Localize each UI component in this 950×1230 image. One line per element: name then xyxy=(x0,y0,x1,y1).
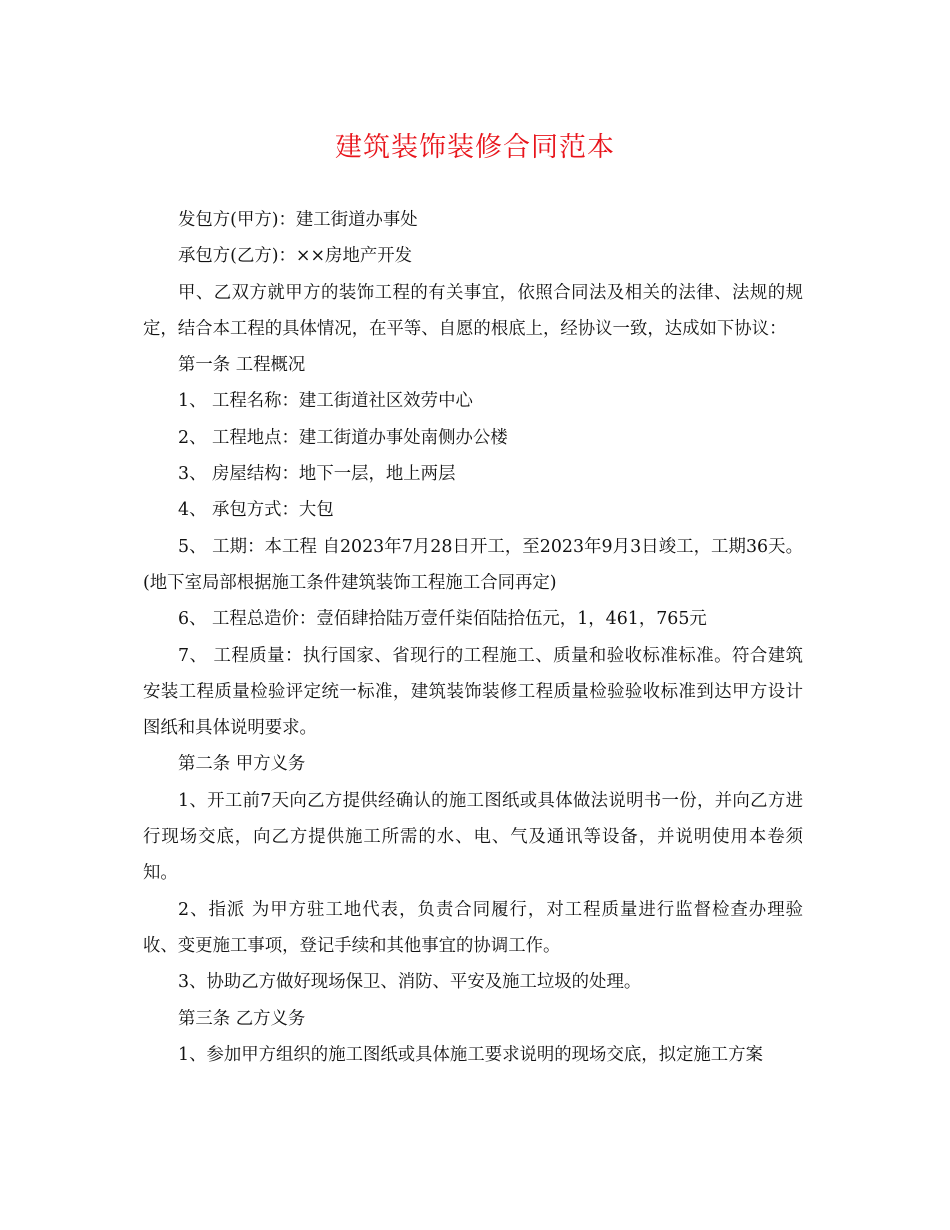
article-1-item-5: 5、 工期：本工程 自2023年7月28日开工，至2023年9月3日竣工，工期36天。(地下室局部根据施工条件建筑装饰工程施工合同再定) xyxy=(143,536,803,593)
article-2-item-1: 1、开工前7天向乙方提供经确认的施工图纸或具体做法说明书一份，并向乙方进行现场交底，向乙方提供施工所需的水、电、气及通讯等设备，并说明使用本卷须知。 xyxy=(143,790,803,884)
article-2-item-3: 3、协助乙方做好现场保卫、消防、平安及施工垃圾的处理。 xyxy=(178,972,642,993)
article-1-item-3: 3、 房屋结构：地下一层，地上两层 xyxy=(178,464,456,485)
article-2-heading: 第二条 甲方义务 xyxy=(178,754,306,775)
article-1-item-6: 6、 工程总造价：壹佰肆拾陆万壹仟柒佰陆拾伍元，1，461，765元 xyxy=(178,609,707,630)
preamble-paragraph: 甲、乙双方就甲方的装饰工程的有关事宜，依照合同法及相关的法律、法规的规定，结合本工程的具体情况，在平等、自愿的根底上，经协议一致，达成如下协议： xyxy=(143,282,803,339)
article-1-item-7: 7、 工程质量：执行国家、省现行的工程施工、质量和验收标准标准。符合建筑安装工程质量检验评定统一标准，建筑装饰装修工程质量检验验收标准到达甲方设计图纸和具体说明要求。 xyxy=(143,645,803,739)
article-1-item-2: 2、 工程地点：建工街道办事处南侧办公楼 xyxy=(178,427,508,448)
article-1-heading: 第一条 工程概况 xyxy=(178,355,306,376)
article-2-item-2: 2、指派 为甲方驻工地代表，负责合同履行，对工程质量进行监督检查办理验收、变更施工事项，登记手续和其他事宜的协调工作。 xyxy=(143,899,803,956)
party-b-line: 承包方(乙方)：××房地产开发 xyxy=(178,246,413,267)
party-a-line: 发包方(甲方)：建工街道办事处 xyxy=(178,210,418,230)
article-1-item-4: 4、 承包方式：大包 xyxy=(178,500,334,521)
document-title: 建筑装饰装修合同范本 xyxy=(335,132,615,163)
article-1-item-1: 1、 工程名称：建工街道社区效劳中心 xyxy=(178,391,473,412)
document-body xyxy=(143,202,803,1073)
article-3-heading: 第三条 乙方义务 xyxy=(178,1008,306,1029)
article-3-item-1: 1、参加甲方组织的施工图纸或具体施工要求说明的现场交底，拟定施工方案 xyxy=(178,1044,763,1065)
